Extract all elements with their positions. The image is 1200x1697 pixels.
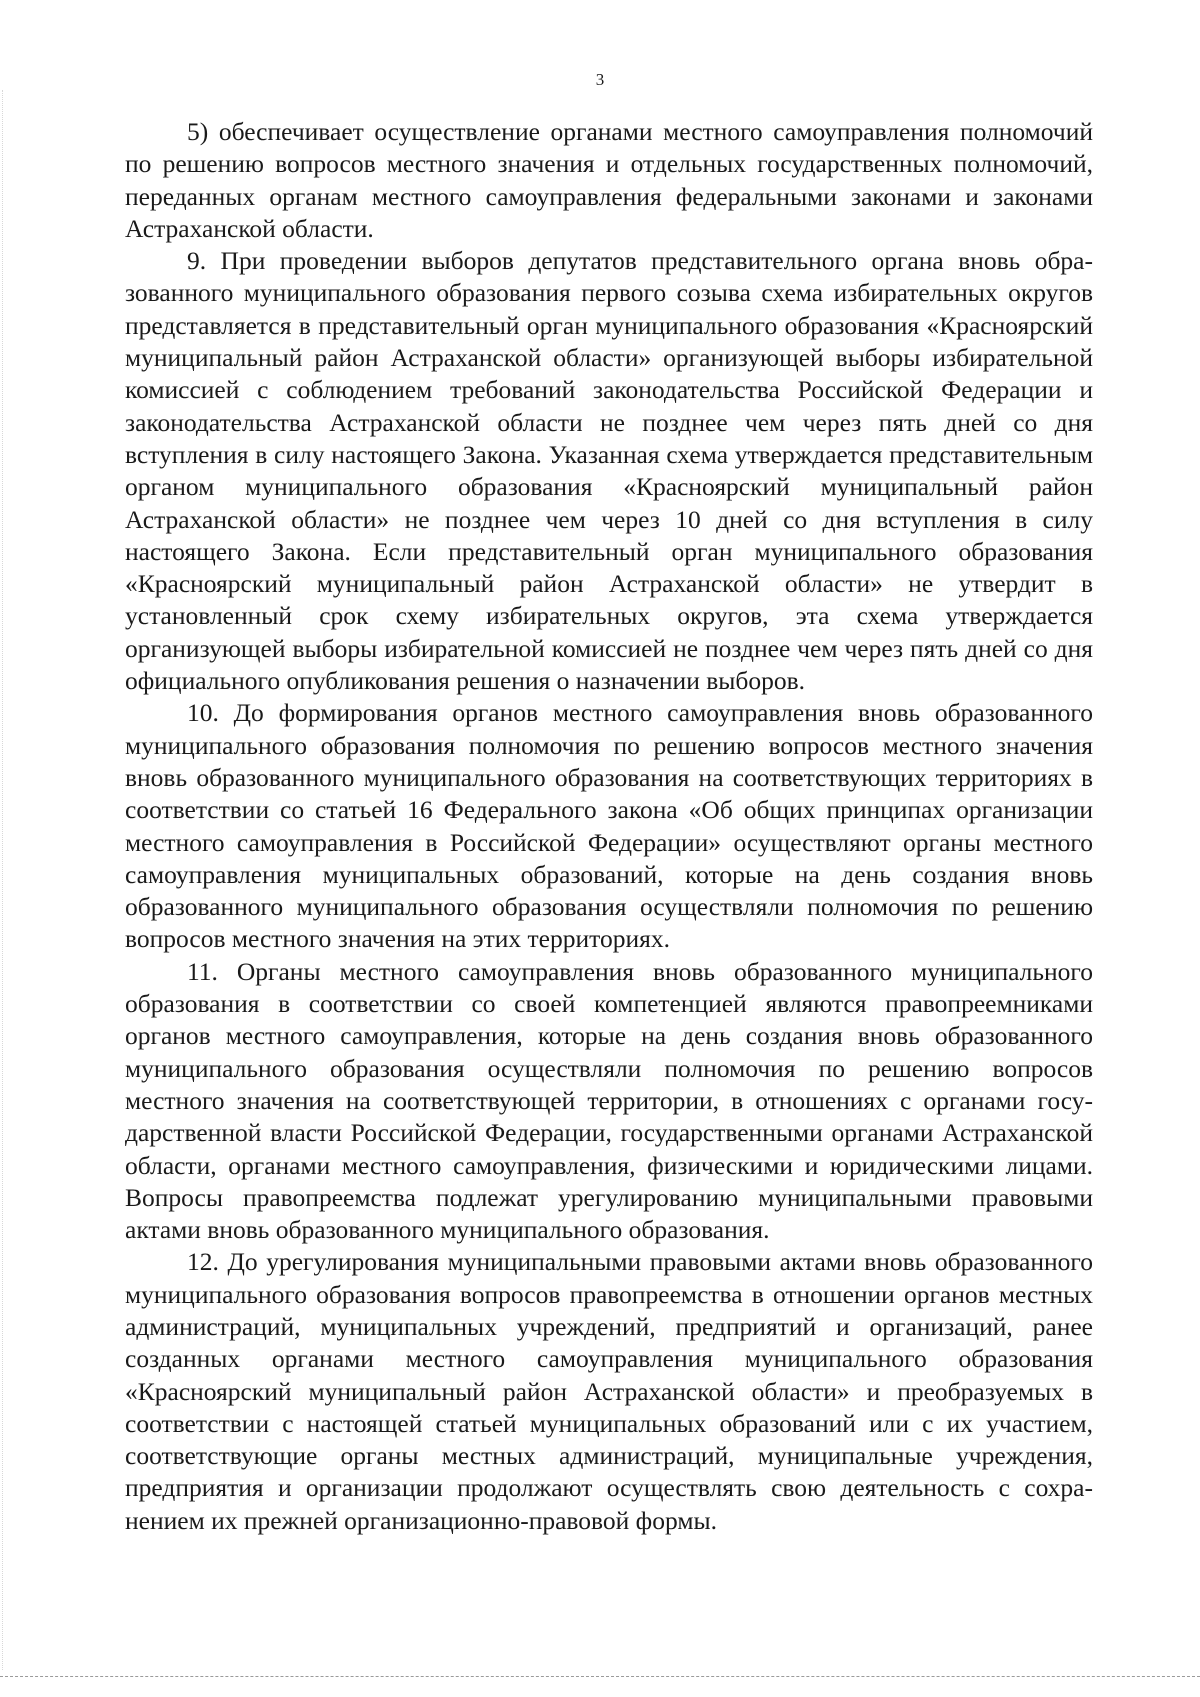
document-body — [125, 116, 1093, 1537]
scan-margin-mark — [2, 90, 3, 1670]
paragraph-10: 10. До формирования органов местного самоуправления вновь образованного муниципального образования полномочия по решению вопросов местного значения вновь образованного муниципального образования на соответствующих территориях в соответствии со статьей 16 Федерального закона «Об общих принципах организации местного самоуправления в Российской Федерации» осуществляют органы местного самоуправления муниципальных образований, которые на день создания вновь образованного муниципального образования осуществляли полномочия по решению вопросов местного значения на этих территориях. — [125, 698, 1093, 954]
paragraph-11: 11. Органы местного самоуправления вновь образованного муниципального образования в соответствии со своей компетенцией являются правопреемниками органов местного самоуправления, которые на день создания вновь образованного муниципального образования осуществляли полномочия по решению вопросов местного значения на соответствующей территории, в отношениях с органами государственной власти Российской Федерации, государственными органами Астраханской области, органами местного самоуправления, физическими и юридическими лицами. Вопросы правопреемства подлежат урегулированию муниципальными правовыми актами вновь образованного муниципального образования. — [125, 956, 1093, 1245]
paragraph-9: 9. При проведении выборов депутатов представительного органа вновь образованного муниципального образования первого созыва схема избирательных округов представляется в представительный орган муниципального образования «Красноярский муниципальный район Астраханской области» организующей выборы избирательной комиссией с соблюдением требований законодательства Российской Федерации и законодательства Астраханской области не позднее чем через пять дней со дня вступления в силу настоящего Закона. Указанная схема утверждается представительным органом муниципального образования «Красноярский муниципальный район Астраханской области» не позднее чем через 10 дней со дня вступления в силу настоящего Закона. Если представительный орган муниципального образования «Красноярский муниципальный район Астраханской области» не утвердит в установленный срок схему избирательных округов, эта схема утверждается организующей выборы избирательной комиссией не позднее чем через пять дней со дня официального опубликования решения о назначении выборов. — [125, 246, 1093, 696]
paragraph-item-5: 5) обеспечивает осуществление органами местного самоуправления полномочий по решению вопросов местного значения и отдельных государственных полномочий, переданных органам местного самоуправления федеральными законами и законами Астраханской области. — [125, 117, 1093, 243]
scan-bottom-edge — [0, 1676, 1200, 1677]
page-number: 3 — [595, 70, 605, 89]
paragraph-12: 12. До урегулирования муниципальными правовыми актами вновь образованного муниципального образования вопросов правопреемства в отношении органов местных администраций, муниципальных учреждений, предприятий и организаций, ранее созданных органами местного самоуправления муниципального образования «Красноярский муниципальный район Астраханской области» и преобразуемых в соответствии с настоящей статьей муниципальных образований или с их участием, соответствующие органы местных администраций, муниципальные учреждения, предприятия и организации продолжают осуществлять свою деятельность с сохранением их прежней организационно-правовой формы. — [125, 1247, 1093, 1535]
